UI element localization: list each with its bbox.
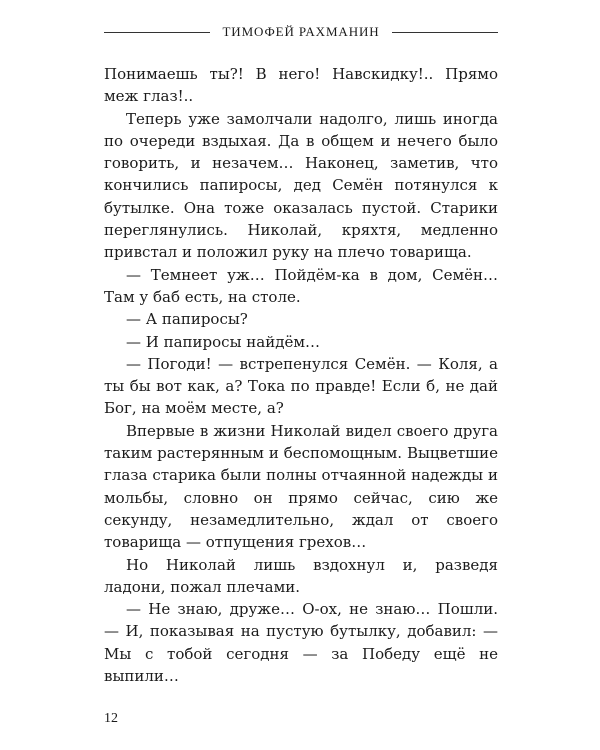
paragraph: — А папиросы? (126, 310, 248, 329)
body-text (104, 63, 498, 687)
header-rule-left (104, 32, 210, 33)
paragraph: — Погоди! — встрепенулся Семён. — Коля, а ты бы вот как, а? Тока по правде! Если б, не дай Бог, на моём месте, а? (104, 354, 498, 418)
paragraph: — Темнеет уж… Пойдём-ка в дом, Семён… Там у баб есть, на столе. (104, 265, 498, 306)
running-header (104, 22, 498, 42)
paragraph: Но Николай лишь вздохнул и, разведя ладони, пожал плечами. (104, 555, 498, 596)
paragraph: — Не знаю, друже… О-ох, не знаю… Пошли. — И, показывая на пустую бутылку, добавил: — Мы с тобой сегодня — за Победу ещё не выпили… (104, 600, 498, 686)
paragraph: Теперь уже замолчали надолго, лишь иногда по очереди вздыхая. Да в общем и нечего было говорить, и незачем… Наконец, заметив, что кончились папиросы, дед Семён потянулся к бутылке. Она тоже оказалась пустой. Старики переглянулись. Николай, кряхтя, медленно привстал и положил руку на плечо товарища. (104, 109, 498, 262)
header-author: ТИМОФЕЙ РАХМАНИН (222, 24, 380, 39)
paragraph: Понимаешь ты?! В него! Навскидку!.. Прямо меж глаз!.. (104, 65, 498, 106)
page-number: 12 (104, 711, 118, 726)
header-rule-right (392, 32, 498, 33)
paragraph: Впервые в жизни Николай видел своего друга таким растерянным и беспомощным. Выцветшие глаза старика были полны отчаянной надежды и мольбы, словно он прямо сейчас, сию же секунду, незамедлительно, ждал от своего товарища — отпущения грехов… (104, 421, 498, 552)
paragraph: — И папиросы найдём… (126, 332, 321, 351)
